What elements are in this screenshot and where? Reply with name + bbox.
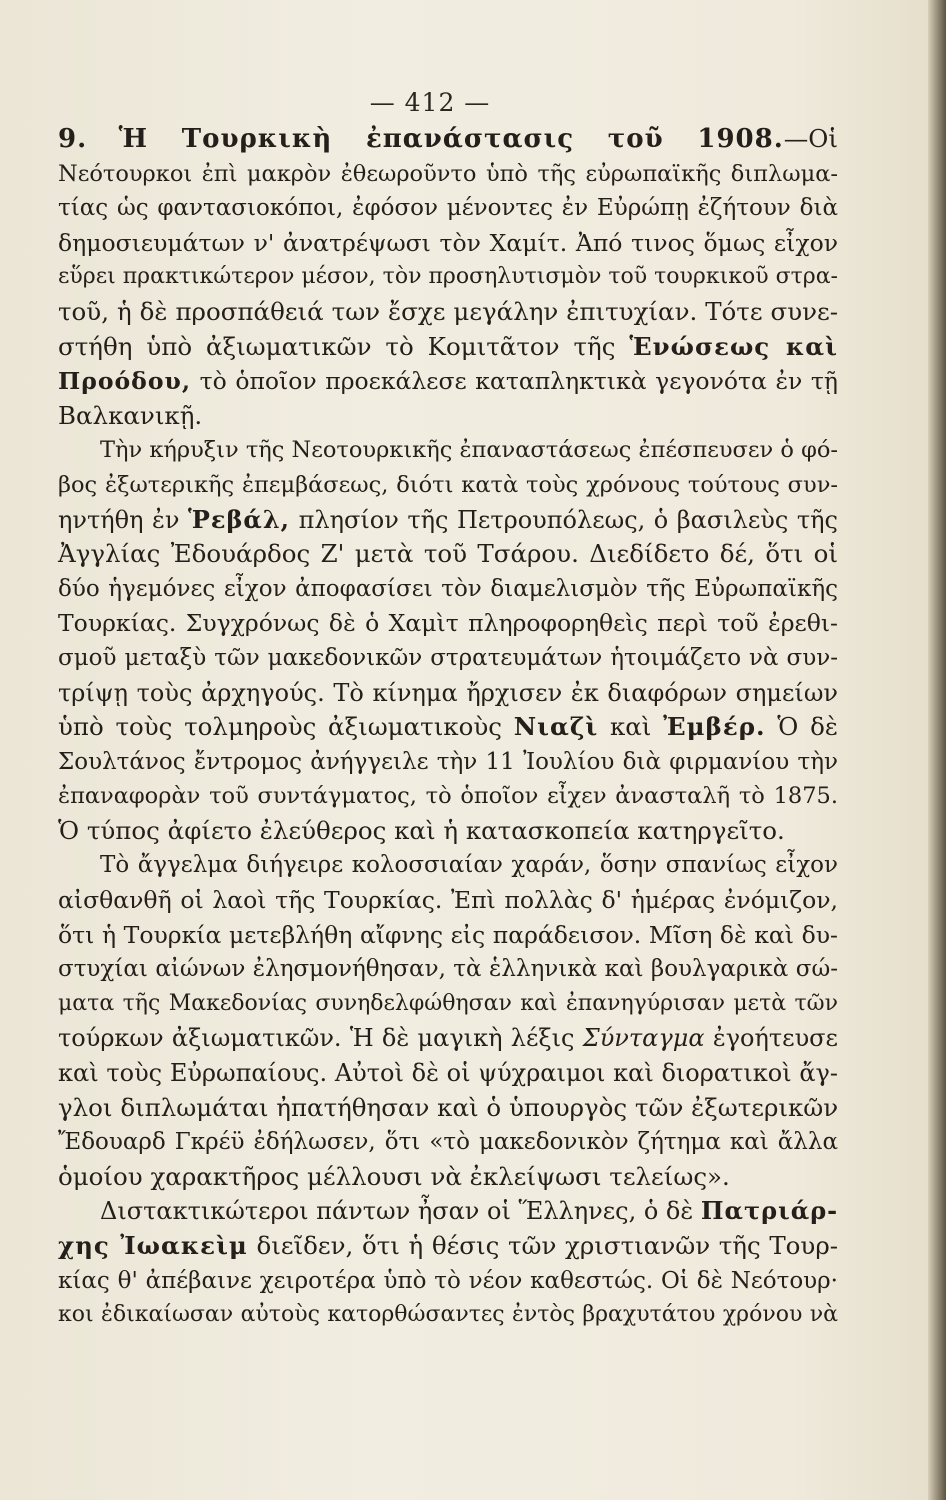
text-line: γλοι διπλωμάται ἠπατήθησαν καὶ ὁ ὑπουργὸς τῶν ἐξωτερικῶν [58, 1092, 839, 1122]
text-line [58, 503, 838, 538]
text-line: ματα τῆς Μακεδονίας συνηδελφώθησαν καὶ ἐπανηγύρισαν μετὰ τῶν [58, 990, 838, 1016]
text-line: αἰσθανθῆ οἱ λαοὶ τῆς Τουρκίας. Ἐπὶ πολλὰς δ' ἡμέρας ἐνόμιζον, [58, 886, 838, 915]
text-line: ὅτι ἡ Τουρκία μετεβλήθη αἴφνης εἰς παράδεισον. Μῖση δὲ καὶ δυ- [58, 920, 838, 949]
text-line: κίας θ' ἀπέβαινε χειροτέρα ὑπὸ τὸ νέον καθεστώς. Οἱ δὲ Νεότουρ· [58, 1267, 838, 1294]
bold-term: Προόδου, [58, 367, 192, 396]
bold-term: χης Ἰωακεὶμ [58, 1231, 248, 1260]
text-line: εὕρει πρακτικώτερον μέσον, τὸν προσηλυτισμὸν τοῦ τουρκικοῦ στρα- [58, 264, 838, 290]
text-line: Τουρκίας. Συγχρόνως δὲ ὁ Χαμὶτ πληροφορηθεὶς περὶ τοῦ ἐρεθι- [58, 609, 838, 638]
text-fragment: ἐγοήτευσε [712, 1024, 838, 1053]
text-line: Νεότουρκοι ἐπὶ μακρὸν ἐθεωροῦντο ὑπὸ τῆς εὐρωπαϊκῆς διπλωμα- [58, 160, 838, 187]
text-line [58, 1229, 838, 1264]
heading-lead: —Οἱ [783, 124, 838, 153]
text-line [58, 364, 838, 399]
text-line: τοῦ, ἡ δὲ προσπάθειά των ἔσχε μεγάλην ἐπιτυχίαν. Τότε συνε- [58, 296, 838, 326]
text-line: τίας ὡς φαντασιοκόποι, ἐφόσον μένοντες ἐν Εὐρώπῃ ἐζήτουν διὰ [58, 195, 838, 222]
text-line: καὶ τοὺς Εὐρωπαίους. Αὐτοὶ δὲ οἱ ψύχραιμοι καὶ διορατικοὶ ἄγ- [58, 1059, 838, 1088]
text-line: δύο ἡγεμόνες εἶχον ἀποφασίσει τὸν διαμελισμὸν τῆς Εὐρωπαϊκῆς [58, 575, 838, 602]
text-line: ὁμοίου χαρακτῆρος μέλλουσι νὰ ἐκλείψωσι τελείως». [58, 1161, 730, 1191]
text-line [58, 710, 838, 745]
text-fragment: τούρκων ἀξιωματικῶν. Ἡ δὲ μαγικὴ λέξις [58, 1024, 575, 1053]
bold-term: Ῥεβάλ, [188, 504, 291, 534]
bold-term: Ἐμβέρ. [663, 712, 766, 742]
text-fragment: διεῖδεν, ὅτι ἡ θέσις τῶν χριστιανῶν τῆς Τουρ- [256, 1231, 838, 1260]
section-title: Ἡ Τουρκικὴ ἐπανάστασις τοῦ 1908. [118, 124, 784, 154]
text-line: ἐπαναφορὰν τοῦ συντάγματος, τὸ ὁποῖον εἶχεν ἀνασταλῆ τὸ 1875. [58, 783, 838, 810]
text-line: Ἔδουαρδ Γκρέϋ ἐδήλωσεν, ὅτι «τὸ μακεδονικὸν ζήτημα καὶ ἄλλα [58, 1129, 838, 1156]
text-line: Βαλκανικῇ. [58, 400, 203, 430]
text-fragment: στήθη ὑπὸ ἀξιωματικῶν τὸ Κομιτᾶτον τῆς [58, 331, 616, 361]
text-line: δημοσιευμάτων ν' ἀνατρέψωσι τὸν Χαμίτ. Ἀπό τινος ὅμως εἶχον [58, 228, 838, 257]
text-line: σμοῦ μεταξὺ τῶν μακεδονικῶν στρατευμάτων ἡτοιμάζετο νὰ συν- [58, 644, 838, 671]
text-fragment: καὶ [609, 712, 652, 742]
text-line [58, 1021, 838, 1056]
text-line: στυχίαι αἰώνων ἐλησμονήθησαν, τὰ ἑλληνικὰ καὶ βουλγαρικὰ σώ- [58, 956, 838, 983]
heading-line [58, 122, 838, 157]
page-number: — 412 — [369, 88, 491, 117]
text-line: Ὁ τύπος ἀφίετο ἐλεύθερος καὶ ἡ κατασκοπεία κατηργεῖτο. [58, 815, 785, 845]
text-fragment: τὸ ὁποῖον προεκάλεσε καταπληκτικὰ γεγονότα ἐν τῇ [199, 367, 838, 396]
text-line [58, 330, 838, 365]
text-line: Ἀγγλίας Ἐδουάρδος Ζ' μετὰ τοῦ Τσάρου. Διεδίδετο δέ, ὅτι οἱ [58, 539, 838, 569]
bold-term: Νιαζὶ [513, 712, 599, 742]
bold-term: Ἑνώσεως καὶ [629, 331, 838, 361]
text-line [58, 1194, 838, 1229]
text-fragment: Ὁ δὲ [777, 712, 838, 742]
text-line: τρίψῃ τοὺς ἀρχηγούς. Τὸ κίνημα ἤρχισεν ἐκ διαφόρων σημείων [58, 678, 838, 707]
section-number: 9. [58, 124, 88, 154]
text-line: Τὴν κήρυξιν τῆς Νεοτουρκικῆς ἐπαναστάσεως ἐπέσπευσεν ὁ φό- [100, 437, 838, 464]
text-fragment: Διστακτικώτεροι πάντων ἦσαν οἱ Ἕλληνες, ὁ δὲ [100, 1197, 694, 1226]
text-fragment: ηντήθη ἐν [58, 505, 180, 534]
text-line: Τὸ ἄγγελμα διήγειρε κολοσσιαίαν χαράν, ὅσην σπανίως εἶχον [100, 852, 838, 879]
page-edge-shadow [928, 0, 946, 1500]
bold-term: Πατριάρ- [700, 1196, 839, 1226]
body-text [58, 122, 838, 1333]
text-line: κοι ἐδικαίωσαν αὐτοὺς κατορθώσαντες ἐντὸς βραχυτάτου χρόνου νὰ [58, 1302, 838, 1328]
text-line: Σουλτάνος ἔντρομος ἀνήγγειλε τὴν 11 Ἰουλίου διὰ φιρμανίου τὴν [58, 748, 838, 775]
text-fragment: πλησίον τῆς Πετρουπόλεως, ὁ βασιλεὺς τῆς [298, 505, 838, 534]
text-fragment: ὑπὸ τοὺς τολμηροὺς ἀξιωματικοὺς [58, 712, 502, 742]
italic-term: Σύνταγμα [582, 1024, 705, 1053]
text-line: βος ἐξωτερικῆς ἐπεμβάσεως, διότι κατὰ τοὺς χρόνους τούτους συν- [58, 471, 838, 498]
